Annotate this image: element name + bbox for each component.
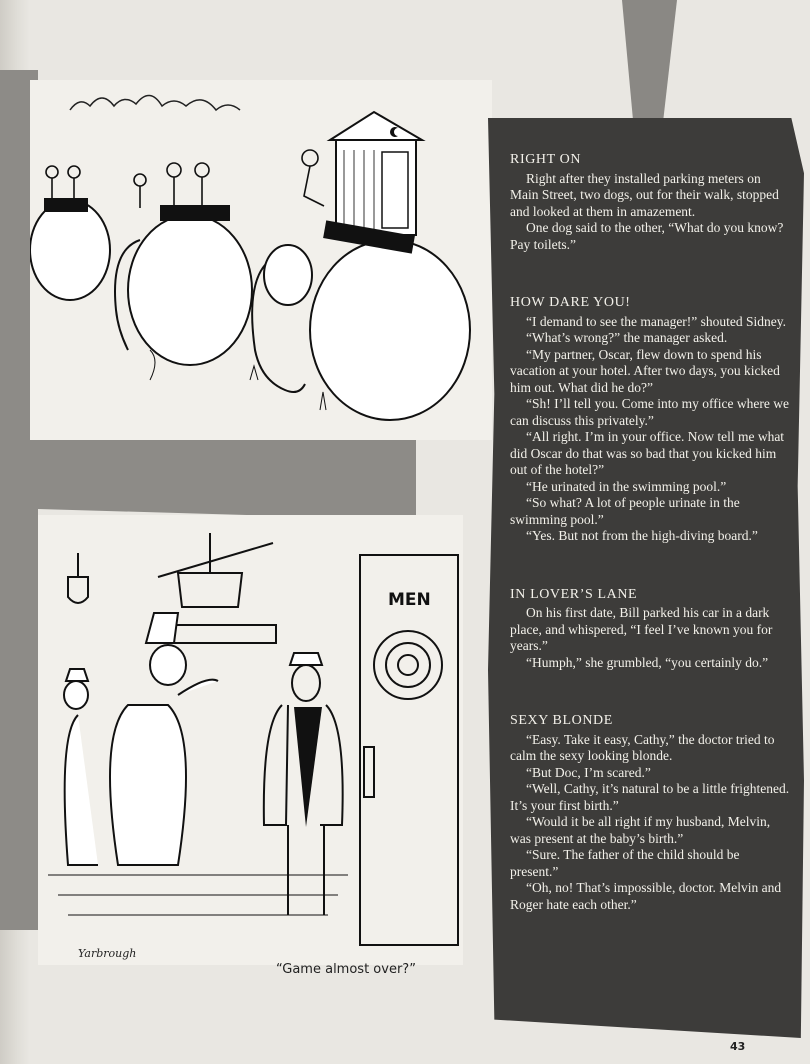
joke-paragraph: “Sh! I’ll tell you. Come into my office where we can discuss this privately.” (510, 396, 789, 428)
joke-block (510, 295, 790, 545)
joke-block (510, 152, 790, 253)
joke-paragraph: “Well, Cathy, it’s natural to be a little frightened. It’s your first birth.” (510, 781, 790, 813)
page-number: 43 (730, 1040, 746, 1053)
joke-paragraph: One dog said to the other, “What do you know? Pay toilets.” (510, 220, 784, 252)
joke-paragraph: “Sure. The father of the child should be present.” (510, 847, 740, 879)
darts-cartoon (38, 515, 463, 965)
joke-paragraph: “He urinated in the swimming pool.” (526, 478, 727, 494)
artist-signature: Yarbrough (78, 947, 137, 960)
joke-paragraph: Right after they installed parking meters on Main Street, two dogs, out for their walk, stopped and looked at them in amazement. (510, 170, 779, 219)
joke-paragraph: “My partner, Oscar, flew down to spend his vacation at your hotel. After two days, you kicked him out. What did he do?” (510, 346, 780, 395)
joke-paragraph: “Would it be all right if my husband, Melvin, was present at the baby’s birth.” (510, 814, 771, 846)
gray-mid-band (38, 428, 416, 520)
joke-paragraph: “I demand to see the manager!” shouted Sidney. (526, 313, 787, 329)
joke-paragraph: “Yes. But not from the high-diving board.” (526, 528, 758, 543)
joke-paragraph: “What’s wrong?” the manager asked. (526, 330, 728, 345)
joke-paragraph: “Humph,” she grumbled, “you certainly do.” (526, 654, 769, 670)
joke-title: HOW DARE YOU! (510, 295, 631, 310)
joke-title: IN LOVER’S LANE (510, 586, 638, 602)
door-sign: MEN (388, 590, 431, 610)
joke-paragraph: “All right. I’m in your office. Now tell me what did Oscar do that was so bad that you kicked him out of the hotel?” (510, 429, 785, 477)
jokes-column (510, 152, 790, 955)
joke-paragraph: “Oh, no! That’s impossible, doctor. Melvin and Roger hate each other.” (510, 880, 782, 912)
joke-paragraph: “So what? A lot of people urinate in the swimming pool.” (510, 495, 740, 527)
elephant-cartoon (30, 80, 492, 440)
joke-block (510, 713, 790, 913)
joke-paragraph: “But Doc, I’m scared.” (526, 764, 651, 780)
joke-paragraph: On his first date, Bill parked his car in a dark place, and whispered, “I feel I’ve known you for years.” (510, 605, 773, 653)
joke-title: SEXY BLONDE (510, 713, 613, 728)
cartoon-caption: “Game almost over?” (276, 962, 416, 977)
joke-block (510, 587, 790, 672)
gray-top-shape (622, 0, 677, 120)
joke-title: RIGHT ON (510, 152, 582, 167)
joke-paragraph: “Easy. Take it easy, Cathy,” the doctor tried to calm the sexy looking blonde. (510, 731, 775, 763)
